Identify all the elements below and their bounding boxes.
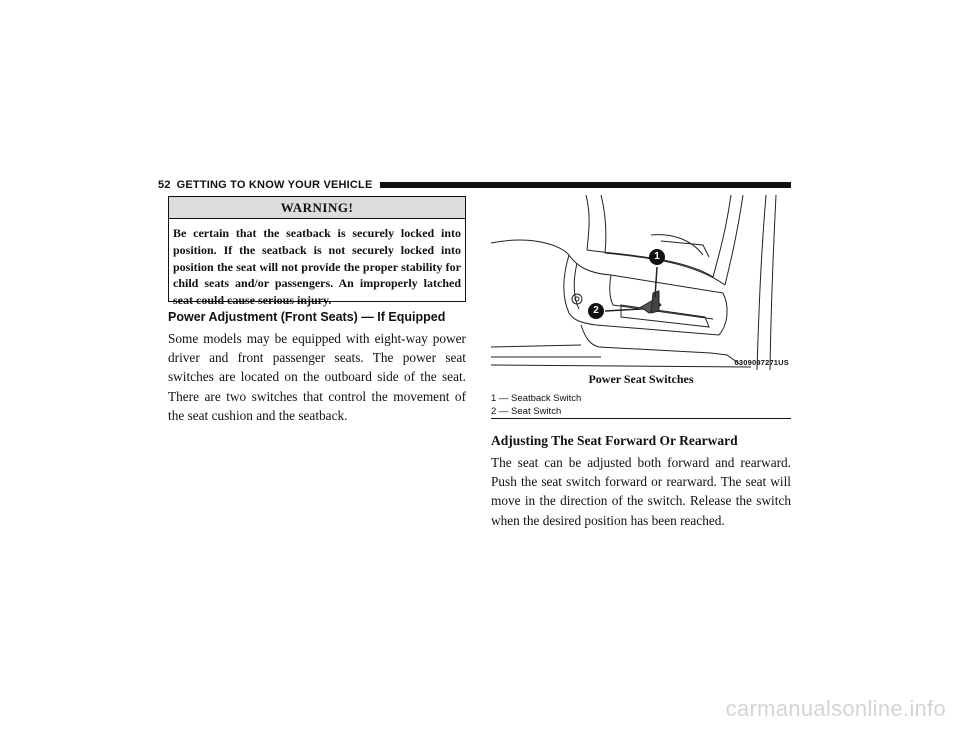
legend-rule bbox=[491, 418, 791, 419]
callout-2: 2 bbox=[588, 303, 604, 319]
seat-illustration bbox=[491, 195, 791, 370]
page-number: 52 bbox=[158, 179, 171, 191]
section-heading: Power Adjustment (Front Seats) — If Equipped bbox=[168, 310, 446, 324]
section-body: Some models may be equipped with eight-way power driver and front passenger seats. The power seat switches are located on the outboard side of the seat. There are two switches that control the movement of the seat cushion and the seatback. bbox=[168, 331, 466, 423]
callout-1: 1 bbox=[649, 249, 665, 265]
subsection-body: The seat can be adjusted both forward and rearward. Push the seat switch forward or rearward. The seat will move in the direction of the switch. Release the switch when the desired position has been reached. bbox=[491, 455, 791, 528]
header-rule bbox=[380, 182, 791, 188]
running-header-title: GETTING TO KNOW YOUR VEHICLE bbox=[176, 179, 373, 191]
subsection-heading: Adjusting The Seat Forward Or Rearward bbox=[491, 433, 738, 448]
legend-item-seat-switch: 2 — Seat Switch bbox=[491, 405, 562, 417]
power-seat-figure bbox=[491, 195, 791, 370]
watermark: carmanualsonline.info bbox=[725, 696, 946, 721]
warning-box bbox=[168, 196, 466, 308]
warning-text: Be certain that the seatback is securely locked into position. If the seatback is not securely locked into position the seat will not provide the proper stability for child seats and/or passengers. An improperly latched seat could cause serious injury. bbox=[173, 226, 461, 308]
page-header bbox=[158, 178, 791, 192]
legend-item-seatback-switch: 1 — Seatback Switch bbox=[491, 393, 582, 404]
figure-caption: Power Seat Switches bbox=[588, 372, 694, 386]
figure-code: 0309097271US bbox=[734, 358, 789, 367]
warning-title: WARNING! bbox=[169, 197, 465, 219]
figure-legend bbox=[491, 393, 791, 418]
